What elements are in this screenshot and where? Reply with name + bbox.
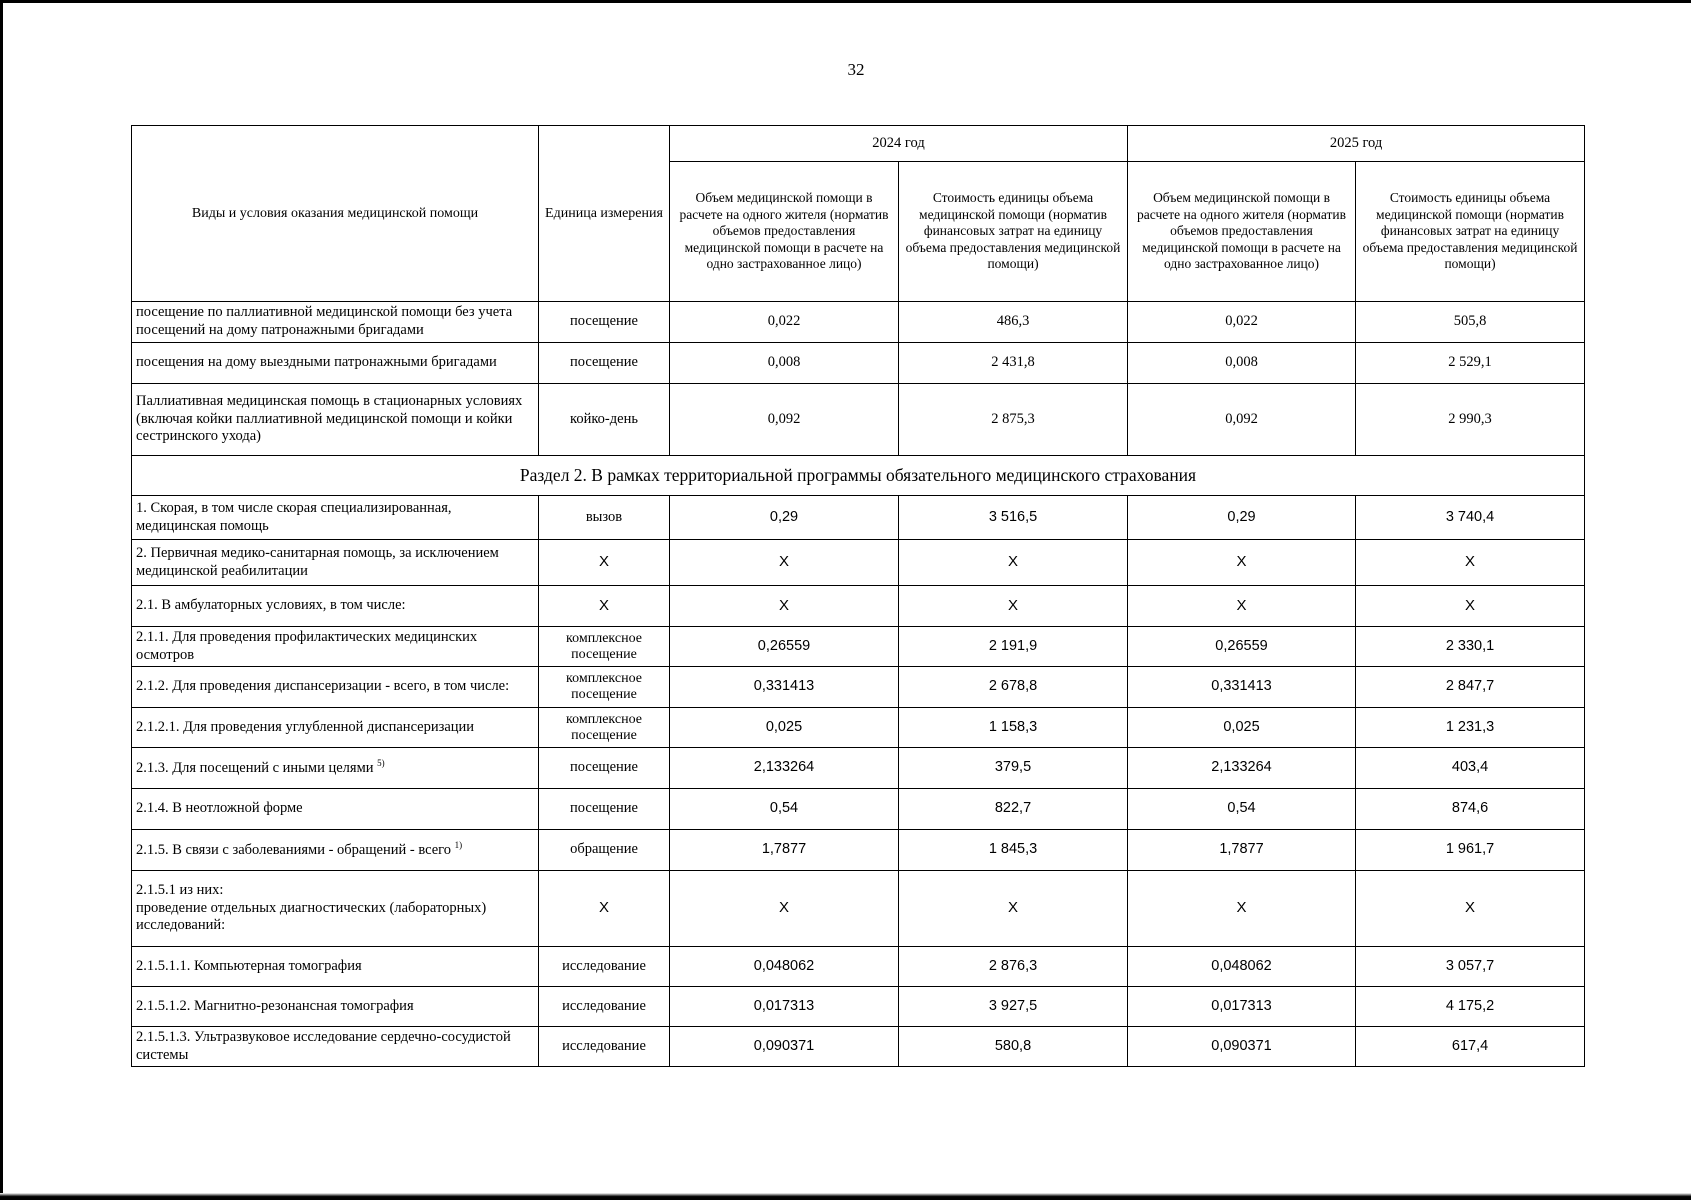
page-number: 32: [847, 60, 865, 79]
header-cost-2024: Стоимость единицы объема медицинской помощи (норматив финансовых затрат на единицу объема предоставления медицинской помощи): [899, 162, 1128, 302]
section-title: Раздел 2. В рамках территориальной программы обязательного медицинского страхования: [132, 456, 1585, 496]
header-volume-2024: Объем медицинской помощи в расчете на одного жителя (норматив объемов предоставления медицинской помощи в расчете на одно застрахованное лицо): [670, 162, 899, 302]
table-row: 2.1.2. Для проведения диспансеризации - всего, в том числе: комплексное посещение 0,331413 2 678,8 0,331413 2 847,7: [132, 667, 1585, 708]
table-row: 2.1. В амбулаторных условиях, в том числе: Х Х Х Х Х: [132, 586, 1585, 627]
footnote-ref: 1): [454, 840, 463, 851]
table-row: 2.1.5.1 из них: проведение отдельных диагностических (лабораторных) исследований: Х Х Х Х Х: [132, 871, 1585, 947]
header-cost-2025: Стоимость единицы объема медицинской помощи (норматив финансовых затрат на единицу объема предоставления медицинской помощи): [1356, 162, 1585, 302]
scan-edge-top: [0, 0, 1691, 3]
table-row: посещение по паллиативной медицинской помощи без учета посещений на дому патронажными бригадами посещение 0,022 486,3 0,022 505,8: [132, 302, 1585, 343]
scan-edge-left: [0, 0, 3, 1200]
header-year-2025: 2025 год: [1128, 126, 1585, 162]
table-row: 1. Скорая, в том числе скорая специализированная, медицинская помощь вызов 0,29 3 516,5 0,29 3 740,4: [132, 496, 1585, 540]
header-unit: Единица измерения: [539, 126, 670, 302]
scan-edge-bottom: [0, 1193, 1691, 1200]
table-row: 2.1.2.1. Для проведения углубленной диспансеризации комплексное посещение 0,025 1 158,3 0,025 1 231,3: [132, 708, 1585, 748]
header-year-2024: 2024 год: [670, 126, 1128, 162]
footnote-ref: 5): [377, 758, 385, 769]
table-row: 2.1.5.1.2. Магнитно-резонансная томография исследование 0,017313 3 927,5 0,017313 4 175,2: [132, 987, 1585, 1027]
table-row: 2.1.5.1.3. Ультразвуковое исследование сердечно-сосудистой системы исследование 0,090371 580,8 0,090371 617,4: [132, 1027, 1585, 1067]
table-row: Паллиативная медицинская помощь в стационарных условиях (включая койки паллиативной медицинской помощи и койки сестринского ухода) койко-день 0,092 2 875,3 0,092 2 990,3: [132, 384, 1585, 456]
table-row: 2.1.5.1.1. Компьютерная томография исследование 0,048062 2 876,3 0,048062 3 057,7: [132, 947, 1585, 987]
table-row: посещения на дому выездными патронажными бригадами посещение 0,008 2 431,8 0,008 2 529,1: [132, 343, 1585, 384]
table-row: 2.1.1. Для проведения профилактических медицинских осмотров комплексное посещение 0,26559 2 191,9 0,26559 2 330,1: [132, 627, 1585, 667]
table-row: 2. Первичная медико-санитарная помощь, за исключением медицинской реабилитации Х Х Х Х Х: [132, 540, 1585, 586]
header-volume-2025: Объем медицинской помощи в расчете на одного жителя (норматив объемов предоставления медицинской помощи в расчете на одно застрахованное лицо): [1128, 162, 1356, 302]
table-row: 2.1.4. В неотложной форме посещение 0,54 822,7 0,54 874,6: [132, 789, 1585, 830]
header-kind: Виды и условия оказания медицинской помощи: [132, 126, 539, 302]
medical-care-norms-table: [131, 125, 1585, 1067]
table-row: 2.1.5. В связи с заболеваниями - обращений - всего $^{1)}$ обращение 1,7877 1 845,3 1,7877 1 961,7: [132, 830, 1585, 871]
table-row: 2.1.3. Для посещений с иными целями $^{5)}$ посещение 2,133264 379,5 2,133264 403,4: [132, 748, 1585, 789]
